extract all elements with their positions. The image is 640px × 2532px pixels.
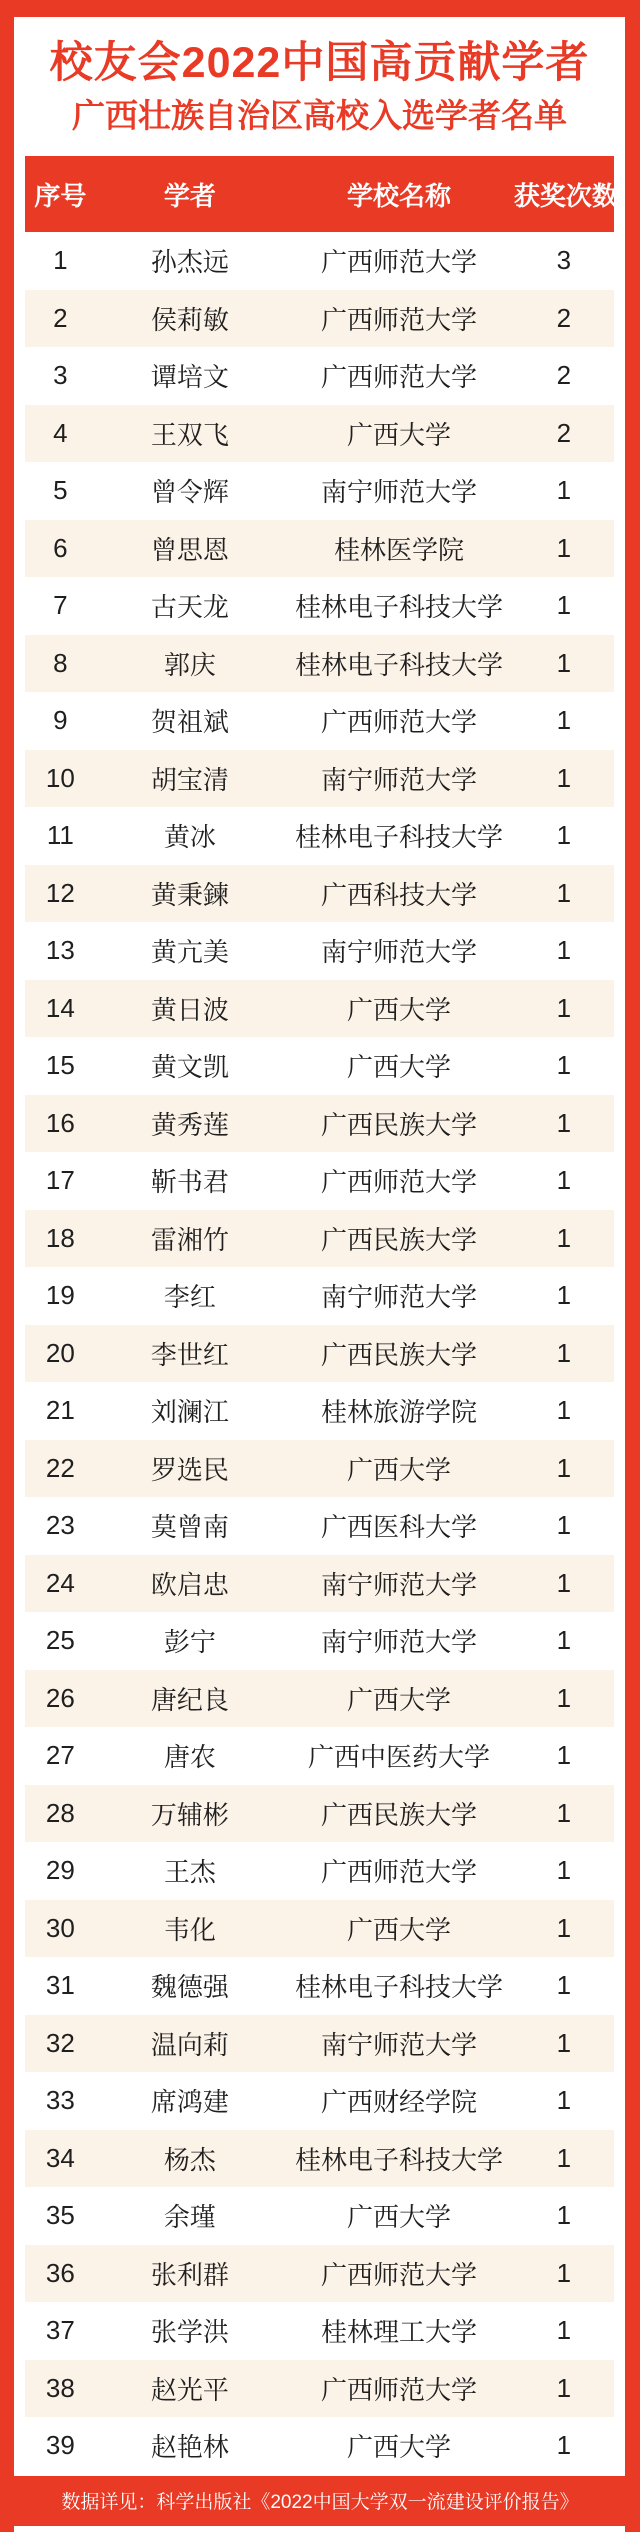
cell-school: 广西师范大学	[320, 1857, 477, 1888]
table-row	[25, 1210, 614, 1268]
table-row	[25, 865, 614, 923]
cell-count: 1	[556, 1797, 572, 1828]
cell-school: 广西大学	[346, 994, 451, 1025]
table-row	[25, 1900, 614, 1958]
cell-school: 广西师范大学	[320, 247, 477, 278]
cell-rank: 14	[45, 992, 75, 1023]
cell-scholar: 韦化	[163, 1914, 216, 1945]
cell-school: 广西民族大学	[320, 1224, 477, 1255]
cell-count: 1	[556, 1740, 572, 1771]
cell-scholar: 唐纪良	[150, 1684, 229, 1715]
table-row	[25, 1612, 614, 1670]
cell-school: 广西师范大学	[320, 2374, 477, 2405]
cell-scholar: 李红	[163, 1282, 216, 1313]
cell-rank: 24	[45, 1567, 75, 1598]
table-row	[25, 2072, 614, 2130]
cell-scholar: 万辅彬	[150, 1799, 229, 1830]
cell-school: 广西医科大学	[320, 1512, 477, 1543]
cell-school: 广西财经学院	[320, 2087, 477, 2118]
cell-rank: 38	[45, 2372, 75, 2403]
cell-rank: 33	[45, 2085, 75, 2116]
cell-count: 1	[556, 475, 572, 506]
cell-count: 1	[556, 935, 572, 966]
cell-scholar: 张利群	[150, 2259, 229, 2290]
cell-count: 3	[556, 245, 572, 276]
table-row	[25, 232, 614, 290]
cell-rank: 16	[45, 1107, 75, 1138]
cell-count: 1	[556, 2257, 572, 2288]
cell-school: 南宁师范大学	[320, 477, 477, 508]
table-row	[25, 980, 614, 1038]
cell-count: 1	[556, 2085, 572, 2116]
cell-rank: 35	[45, 2200, 75, 2231]
cell-count: 1	[556, 1567, 572, 1598]
cell-school: 广西大学	[346, 1684, 451, 1715]
cell-school: 广西民族大学	[320, 1339, 477, 1370]
cell-count: 1	[556, 1222, 572, 1253]
table-header-row	[25, 156, 618, 232]
cell-count: 1	[556, 1970, 572, 2001]
table-row	[25, 1785, 614, 1843]
table-row	[25, 1267, 614, 1325]
cell-rank: 1	[53, 245, 68, 276]
cell-count: 1	[556, 1395, 572, 1426]
table-row	[25, 750, 614, 808]
cell-scholar: 唐农	[163, 1742, 216, 1773]
cell-school: 广西大学	[346, 419, 451, 450]
cell-count: 2	[556, 302, 572, 333]
table-body	[25, 232, 614, 2475]
column-header-2: 学校名称	[346, 180, 451, 211]
page-subtitle: 广西壮族自治区高校入选学者名单	[72, 97, 567, 135]
cell-rank: 15	[45, 1050, 75, 1081]
cell-count: 1	[556, 2142, 572, 2173]
cell-scholar: 黄日波	[150, 994, 229, 1025]
cell-count: 1	[556, 1107, 572, 1138]
table-row	[25, 1842, 614, 1900]
cell-count: 1	[556, 2200, 572, 2231]
cell-school: 南宁师范大学	[320, 1569, 477, 1600]
cell-scholar: 温向莉	[150, 2029, 229, 2060]
cell-school: 广西大学	[346, 1454, 451, 1485]
cell-scholar: 谭培文	[150, 362, 229, 393]
content-card	[14, 17, 625, 2476]
table-row	[25, 577, 614, 635]
cell-school: 广西师范大学	[320, 1167, 477, 1198]
cell-scholar: 王杰	[163, 1857, 216, 1888]
cell-scholar: 靳书君	[150, 1167, 229, 1198]
cell-count: 1	[556, 2315, 572, 2346]
table-row	[25, 2130, 614, 2188]
cell-rank: 10	[45, 762, 75, 793]
table-row	[25, 1555, 614, 1613]
cell-scholar: 胡宝清	[150, 764, 229, 795]
cell-count: 1	[556, 1510, 572, 1541]
table-row	[25, 692, 614, 750]
cell-scholar: 赵光平	[150, 2374, 229, 2405]
cell-count: 1	[556, 532, 572, 563]
cell-rank: 26	[45, 1682, 75, 1713]
cell-rank: 2	[53, 302, 68, 333]
table-row	[25, 1325, 614, 1383]
cell-rank: 7	[53, 590, 68, 621]
cell-scholar: 刘澜江	[150, 1397, 229, 1428]
cell-count: 1	[556, 590, 572, 621]
cell-rank: 18	[45, 1222, 75, 1253]
cell-rank: 27	[45, 1740, 75, 1771]
cell-rank: 11	[46, 820, 74, 851]
cell-rank: 6	[53, 532, 68, 563]
cell-scholar: 黄秉鍊	[150, 879, 229, 910]
table-row	[25, 1095, 614, 1153]
cell-scholar: 雷湘竹	[150, 1224, 229, 1255]
cell-count: 1	[556, 1050, 572, 1081]
cell-count: 1	[556, 1280, 572, 1311]
cell-school: 广西师范大学	[320, 707, 477, 738]
cell-scholar: 彭宁	[163, 1627, 216, 1658]
cell-school: 桂林电子科技大学	[294, 2144, 503, 2175]
cell-count: 1	[556, 2027, 572, 2058]
cell-count: 1	[556, 762, 572, 793]
table-row	[25, 1670, 614, 1728]
table-row	[25, 1382, 614, 1440]
cell-rank: 12	[45, 877, 75, 908]
cell-scholar: 莫曾南	[150, 1512, 229, 1543]
table-row	[25, 2245, 614, 2303]
cell-count: 1	[556, 992, 572, 1023]
cell-scholar: 曾思恩	[150, 534, 229, 565]
cell-scholar: 黄亢美	[150, 937, 229, 968]
cell-school: 广西师范大学	[320, 304, 477, 335]
cell-count: 1	[556, 1337, 572, 1368]
cell-scholar: 孙杰远	[150, 247, 229, 278]
cell-school: 桂林电子科技大学	[294, 592, 503, 623]
column-header-3: 获奖次数	[513, 180, 618, 211]
cell-school: 广西大学	[346, 2432, 451, 2463]
table-row	[25, 1037, 614, 1095]
cell-rank: 34	[45, 2142, 75, 2173]
table-row	[25, 290, 614, 348]
table-row	[25, 520, 614, 578]
table-row	[25, 1152, 614, 1210]
cell-rank: 32	[45, 2027, 75, 2058]
table-row	[25, 405, 614, 463]
cell-rank: 37	[45, 2315, 75, 2346]
cell-count: 1	[556, 877, 572, 908]
cell-scholar: 李世红	[150, 1339, 229, 1370]
cell-count: 1	[556, 2430, 572, 2461]
cell-count: 1	[556, 705, 572, 736]
table-row	[25, 1440, 614, 1498]
cell-count: 1	[556, 1625, 572, 1656]
cell-count: 1	[556, 1855, 572, 1886]
cell-rank: 23	[45, 1510, 75, 1541]
cell-count: 1	[556, 1912, 572, 1943]
cell-school: 广西中医药大学	[307, 1742, 490, 1773]
table-row	[25, 635, 614, 693]
cell-rank: 13	[45, 935, 75, 966]
cell-school: 南宁师范大学	[320, 764, 477, 795]
cell-rank: 20	[45, 1337, 75, 1368]
cell-rank: 9	[53, 705, 68, 736]
table-row	[25, 922, 614, 980]
cell-count: 1	[556, 1165, 572, 1196]
table-row	[25, 2302, 614, 2360]
cell-scholar: 魏德强	[150, 1972, 229, 2003]
source-note: 数据详见：科学出版社《2022中国大学双一流建设评价报告》	[61, 2492, 579, 2513]
table-row	[25, 807, 614, 865]
cell-school: 广西大学	[346, 1052, 451, 1083]
column-header-1: 学者	[163, 180, 216, 211]
cell-scholar: 侯莉敏	[150, 304, 229, 335]
cell-rank: 21	[45, 1395, 75, 1426]
cell-school: 广西师范大学	[320, 362, 477, 393]
cell-scholar: 贺祖斌	[150, 707, 229, 738]
cell-school: 南宁师范大学	[320, 937, 477, 968]
cell-scholar: 黄文凯	[150, 1052, 229, 1083]
cell-count: 1	[556, 820, 572, 851]
table-row	[25, 2417, 614, 2475]
cell-school: 广西师范大学	[320, 2259, 477, 2290]
cell-school: 桂林电子科技大学	[294, 649, 503, 680]
table-row	[25, 1497, 614, 1555]
cell-rank: 4	[53, 417, 68, 448]
cell-count: 1	[556, 2372, 572, 2403]
cell-count: 1	[556, 647, 572, 678]
table-row	[25, 1727, 614, 1785]
cell-count: 2	[556, 417, 572, 448]
cell-scholar: 古天龙	[150, 592, 229, 623]
cell-scholar: 赵艳林	[150, 2432, 229, 2463]
cell-scholar: 杨杰	[163, 2144, 216, 2175]
table-row	[25, 2360, 614, 2418]
table-row	[25, 347, 614, 405]
cell-school: 南宁师范大学	[320, 1282, 477, 1313]
cell-scholar: 席鸿建	[150, 2087, 229, 2118]
table-row	[25, 2187, 614, 2245]
cell-school: 桂林医学院	[333, 534, 464, 565]
cell-rank: 30	[45, 1912, 75, 1943]
cell-school: 桂林理工大学	[320, 2317, 477, 2348]
cell-rank: 8	[53, 647, 68, 678]
cell-rank: 22	[45, 1452, 75, 1483]
cell-school: 广西科技大学	[320, 879, 477, 910]
cell-school: 南宁师范大学	[320, 2029, 477, 2060]
cell-count: 1	[556, 1452, 572, 1483]
cell-rank: 19	[45, 1280, 75, 1311]
table-row	[25, 462, 614, 520]
cell-school: 桂林电子科技大学	[294, 822, 503, 853]
cell-rank: 36	[45, 2257, 75, 2288]
cell-school: 广西大学	[346, 1914, 451, 1945]
table-row	[25, 1957, 614, 2015]
cell-rank: 5	[53, 475, 68, 506]
cell-rank: 17	[45, 1165, 75, 1196]
cell-scholar: 黄冰	[163, 822, 216, 853]
cell-scholar: 张学洪	[150, 2317, 229, 2348]
cell-count: 1	[556, 1682, 572, 1713]
column-header-0: 序号	[34, 180, 87, 211]
cell-school: 广西民族大学	[320, 1109, 477, 1140]
next-card-edge	[14, 2526, 625, 2532]
cell-count: 2	[556, 360, 572, 391]
cell-rank: 39	[45, 2430, 75, 2461]
page-title: 校友会2022中国高贡献学者	[49, 39, 590, 87]
cell-scholar: 黄秀莲	[150, 1109, 229, 1140]
cell-rank: 3	[53, 360, 68, 391]
cell-school: 桂林电子科技大学	[294, 1972, 503, 2003]
cell-scholar: 余瑾	[163, 2202, 216, 2233]
cell-scholar: 王双飞	[150, 419, 229, 450]
cell-scholar: 郭庆	[163, 649, 216, 680]
cell-school: 广西大学	[346, 2202, 451, 2233]
cell-school: 广西民族大学	[320, 1799, 477, 1830]
cell-scholar: 曾令辉	[150, 477, 229, 508]
cell-rank: 25	[45, 1625, 75, 1656]
cell-rank: 31	[45, 1970, 75, 2001]
cell-school: 南宁师范大学	[320, 1627, 477, 1658]
cell-rank: 28	[45, 1797, 75, 1828]
cell-rank: 29	[45, 1855, 75, 1886]
cell-scholar: 罗选民	[150, 1454, 229, 1485]
cell-scholar: 欧启忠	[150, 1569, 229, 1600]
table-row	[25, 2015, 614, 2073]
cell-school: 桂林旅游学院	[320, 1397, 477, 1428]
